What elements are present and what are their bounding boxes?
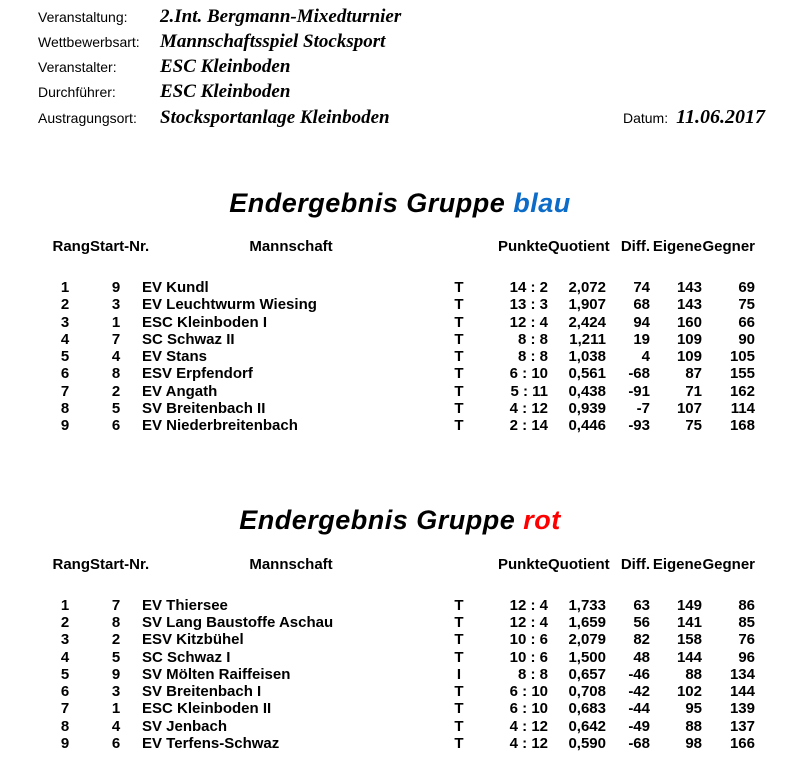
cell-rang: 4 — [60, 648, 70, 666]
table-row — [40, 365, 755, 382]
cell-diff: -49 — [628, 717, 650, 735]
cell-quotient: 2,079 — [568, 631, 606, 649]
field-value: Mannschaftsspiel Stocksport — [160, 31, 386, 52]
column-header-gegner: Gegner — [702, 238, 755, 255]
cell-quotient: 0,438 — [568, 382, 606, 400]
cell-quotient: 0,939 — [568, 400, 606, 418]
cell-t: T — [454, 365, 464, 383]
cell-start-nr: 7 — [111, 330, 121, 348]
cell-gegner: 155 — [729, 365, 755, 383]
cell-mannschaft: ESV Erpfendorf — [142, 365, 253, 383]
cell-diff: 94 — [633, 313, 650, 331]
column-header-rang: Rang — [52, 238, 90, 255]
cell-eigene: 149 — [676, 596, 702, 614]
field-label: Veranstalter: — [38, 59, 117, 75]
cell-punkte: 4 : 12 — [509, 400, 548, 418]
cell-rang: 8 — [60, 400, 70, 418]
cell-start-nr: 4 — [111, 717, 121, 735]
cell-start-nr: 2 — [111, 382, 121, 400]
column-header-mannschaft: Mannschaft — [249, 555, 333, 573]
column-header-mannschaft: Mannschaft — [249, 238, 333, 255]
cell-gegner: 168 — [729, 417, 755, 435]
cell-rang: 1 — [60, 279, 70, 296]
cell-rang: 2 — [60, 613, 70, 631]
cell-diff: -68 — [628, 365, 650, 383]
cell-eigene: 143 — [676, 296, 702, 314]
cell-diff: 56 — [633, 613, 650, 631]
title-text: Endergebnis Gruppe — [239, 504, 516, 535]
cell-gegner: 76 — [738, 631, 755, 649]
cell-rang: 9 — [60, 417, 70, 435]
cell-punkte: 12 : 4 — [509, 613, 548, 631]
cell-mannschaft: SV Jenbach — [142, 717, 228, 735]
cell-eigene: 107 — [676, 400, 702, 418]
table-row — [40, 666, 755, 683]
cell-diff: -46 — [628, 665, 650, 683]
field-value: Stocksportanlage Kleinboden — [160, 107, 390, 128]
field-durchfuehrer — [38, 81, 765, 106]
cell-rang: 1 — [60, 596, 70, 614]
cell-t: T — [454, 596, 464, 614]
cell-quotient: 0,708 — [568, 683, 606, 701]
cell-mannschaft: SV Lang Baustoffe Aschau — [142, 613, 334, 631]
cell-t: T — [454, 683, 464, 701]
cell-eigene: 143 — [676, 279, 702, 296]
cell-rang: 5 — [60, 665, 70, 683]
table-header-row — [40, 238, 755, 279]
cell-t: T — [454, 613, 464, 631]
cell-gegner: 90 — [738, 330, 755, 348]
cell-start-nr: 1 — [111, 700, 121, 718]
cell-start-nr: 3 — [111, 296, 121, 314]
cell-gegner: 114 — [730, 400, 755, 418]
cell-eigene: 141 — [676, 613, 702, 631]
table-row — [40, 331, 755, 348]
table-row — [40, 735, 755, 752]
field-value: ESC Kleinboden — [160, 81, 291, 102]
cell-quotient: 1,907 — [568, 296, 606, 314]
cell-mannschaft: SV Breitenbach I — [142, 683, 262, 701]
cell-mannschaft: ESV Kitzbühel — [142, 631, 244, 649]
cell-mannschaft: EV Terfens-Schwaz — [142, 735, 280, 753]
cell-mannschaft: EV Leuchtwurm Wiesing — [142, 296, 317, 314]
section-title-blau — [0, 188, 800, 218]
cell-punkte: 14 : 2 — [509, 279, 548, 296]
cell-t: T — [454, 631, 464, 649]
cell-mannschaft: SV Breitenbach II — [142, 400, 266, 418]
cell-t: T — [454, 700, 464, 718]
cell-gegner: 75 — [738, 296, 755, 314]
cell-diff: -93 — [628, 417, 650, 435]
cell-eigene: 88 — [685, 665, 702, 683]
cell-diff: 63 — [633, 596, 650, 614]
cell-start-nr: 5 — [111, 400, 121, 418]
column-header-quotient: Quotient — [548, 555, 610, 573]
cell-start-nr: 2 — [111, 631, 121, 649]
cell-gegner: 134 — [729, 665, 755, 683]
cell-punkte: 12 : 4 — [509, 596, 548, 614]
datum-value: 11.06.2017 — [676, 106, 765, 128]
cell-start-nr: 6 — [111, 735, 121, 753]
field-label: Austragungsort: — [38, 110, 137, 126]
cell-eigene: 87 — [685, 365, 702, 383]
cell-punkte: 4 : 12 — [509, 735, 548, 753]
cell-start-nr: 4 — [111, 348, 121, 366]
cell-mannschaft: EV Stans — [142, 348, 208, 366]
cell-quotient: 1,733 — [568, 596, 606, 614]
cell-punkte: 5 : 11 — [510, 382, 548, 400]
cell-gegner: 162 — [729, 382, 755, 400]
cell-diff: 74 — [633, 279, 650, 296]
column-header-gegner: Gegner — [702, 555, 755, 573]
cell-eigene: 144 — [676, 648, 702, 666]
table-row — [40, 631, 755, 648]
cell-gegner: 66 — [738, 313, 755, 331]
cell-t: T — [454, 735, 464, 753]
cell-quotient: 2,072 — [568, 279, 606, 296]
column-header-diff: Diff. — [620, 238, 650, 255]
cell-punkte: 13 : 3 — [509, 296, 548, 314]
field-label: Durchführer: — [38, 84, 116, 100]
cell-mannschaft: ESC Kleinboden II — [142, 700, 272, 718]
cell-start-nr: 8 — [111, 365, 121, 383]
cell-t: T — [454, 348, 464, 366]
cell-quotient: 0,590 — [568, 735, 606, 753]
field-label: Veranstaltung: — [38, 9, 128, 25]
cell-quotient: 0,561 — [568, 365, 606, 383]
cell-punkte: 10 : 6 — [509, 631, 548, 649]
cell-eigene: 160 — [676, 313, 702, 331]
section-gruppe-blau — [0, 188, 800, 435]
table-row — [40, 296, 755, 313]
cell-quotient: 1,500 — [568, 648, 606, 666]
cell-eigene: 98 — [685, 735, 702, 753]
table-row — [40, 683, 755, 700]
cell-gegner: 137 — [729, 717, 755, 735]
cell-t: T — [454, 330, 464, 348]
cell-mannschaft: EV Thiersee — [142, 596, 228, 614]
cell-rang: 9 — [60, 735, 70, 753]
field-value: ESC Kleinboden — [160, 56, 291, 77]
cell-diff: -42 — [628, 683, 650, 701]
table-row — [40, 400, 755, 417]
cell-eigene: 75 — [685, 417, 702, 435]
cell-diff: -68 — [628, 735, 650, 753]
cell-gegner: 144 — [729, 683, 755, 701]
cell-gegner: 166 — [729, 735, 755, 753]
cell-quotient: 1,038 — [568, 348, 606, 366]
cell-gegner: 86 — [738, 596, 755, 614]
cell-start-nr: 3 — [111, 683, 121, 701]
group-name-rot: rot — [523, 504, 561, 535]
table-row — [40, 718, 755, 735]
table-row — [40, 348, 755, 365]
document-header — [0, 0, 800, 131]
table-row — [40, 417, 755, 434]
table-header-row — [40, 556, 755, 597]
table-row — [40, 649, 755, 666]
cell-diff: -44 — [628, 700, 650, 718]
cell-start-nr: 1 — [111, 313, 121, 331]
cell-punkte: 12 : 4 — [509, 313, 548, 331]
cell-eigene: 102 — [676, 683, 702, 701]
cell-rang: 5 — [60, 348, 70, 366]
cell-quotient: 1,659 — [568, 613, 606, 631]
table-row — [40, 597, 755, 614]
cell-gegner: 105 — [729, 348, 755, 366]
cell-mannschaft: SV Mölten Raiffeisen — [142, 665, 291, 683]
results-table-blau — [40, 238, 755, 435]
cell-diff: 19 — [633, 330, 650, 348]
cell-gegner: 139 — [729, 700, 755, 718]
cell-t: T — [454, 279, 464, 296]
cell-t: T — [454, 313, 464, 331]
cell-eigene: 158 — [676, 631, 702, 649]
column-header-punkte: Punkte — [497, 555, 548, 573]
table-row — [40, 279, 755, 296]
cell-gegner: 85 — [738, 613, 755, 631]
cell-diff: -7 — [636, 400, 650, 418]
cell-t: T — [454, 717, 464, 735]
column-header-t — [440, 238, 478, 279]
cell-punkte: 6 : 10 — [509, 683, 548, 701]
cell-diff: 4 — [641, 348, 650, 366]
cell-start-nr: 8 — [111, 613, 121, 631]
field-veranstaltung — [38, 6, 765, 31]
cell-quotient: 0,446 — [568, 417, 606, 435]
cell-eigene: 88 — [685, 717, 702, 735]
field-label: Wettbewerbsart: — [38, 34, 140, 50]
cell-mannschaft: ESC Kleinboden I — [142, 313, 268, 331]
cell-diff: 82 — [633, 631, 650, 649]
cell-eigene: 71 — [685, 382, 702, 400]
cell-quotient: 1,211 — [569, 330, 606, 348]
table-row — [40, 314, 755, 331]
cell-punkte: 8 : 8 — [517, 665, 548, 683]
cell-rang: 6 — [60, 683, 70, 701]
cell-mannschaft: EV Kundl — [142, 279, 209, 296]
column-header-quotient: Quotient — [548, 238, 610, 255]
cell-rang: 6 — [60, 365, 70, 383]
column-header-start-nr: Start-Nr. — [90, 555, 150, 573]
cell-diff: 48 — [633, 648, 650, 666]
column-header-t — [440, 556, 478, 597]
cell-rang: 3 — [60, 313, 70, 331]
table-row — [40, 700, 755, 717]
table-row — [40, 614, 755, 631]
cell-rang: 3 — [60, 631, 70, 649]
cell-start-nr: 9 — [111, 665, 121, 683]
column-header-eigene: Eigene — [652, 555, 702, 573]
cell-punkte: 4 : 12 — [509, 717, 548, 735]
cell-t: T — [454, 382, 464, 400]
cell-start-nr: 7 — [111, 596, 121, 614]
cell-quotient: 0,683 — [568, 700, 606, 718]
cell-t: T — [454, 296, 464, 314]
cell-quotient: 0,657 — [568, 665, 606, 683]
cell-gegner: 69 — [738, 279, 755, 296]
cell-punkte: 8 : 8 — [517, 348, 548, 366]
cell-t: T — [454, 417, 464, 435]
cell-rang: 2 — [60, 296, 70, 314]
cell-start-nr: 6 — [111, 417, 121, 435]
cell-quotient: 2,424 — [568, 313, 606, 331]
section-title-rot — [0, 505, 800, 535]
cell-rang: 7 — [60, 382, 70, 400]
cell-rang: 4 — [60, 330, 70, 348]
cell-start-nr: 5 — [111, 648, 121, 666]
column-header-diff: Diff. — [620, 555, 650, 573]
table-row — [40, 383, 755, 400]
cell-diff: -91 — [628, 382, 650, 400]
cell-t: I — [456, 665, 462, 683]
column-header-eigene: Eigene — [652, 238, 702, 255]
section-gruppe-rot — [0, 505, 800, 753]
cell-t: T — [454, 400, 464, 418]
column-header-rang: Rang — [52, 555, 90, 573]
datum-label: Datum: — [622, 110, 669, 126]
cell-mannschaft: SC Schwaz I — [142, 648, 231, 666]
cell-mannschaft: SC Schwaz II — [142, 330, 235, 348]
column-header-punkte: Punkte — [497, 238, 548, 255]
column-header-start-nr: Start-Nr. — [90, 238, 150, 255]
cell-start-nr: 9 — [111, 279, 121, 296]
cell-punkte: 8 : 8 — [517, 330, 548, 348]
cell-punkte: 2 : 14 — [509, 417, 548, 435]
datum-group — [623, 106, 765, 129]
cell-diff: 68 — [633, 296, 650, 314]
field-wettbewerbsart — [38, 31, 765, 56]
cell-rang: 8 — [60, 717, 70, 735]
cell-t: T — [454, 648, 464, 666]
cell-eigene: 109 — [676, 348, 702, 366]
results-table-rot — [40, 556, 755, 753]
field-value: 2.Int. Bergmann-Mixedturnier — [160, 6, 402, 27]
cell-mannschaft: EV Niederbreitenbach — [142, 417, 298, 435]
cell-punkte: 6 : 10 — [509, 365, 548, 383]
cell-eigene: 95 — [685, 700, 702, 718]
cell-gegner: 96 — [738, 648, 755, 666]
title-text: Endergebnis Gruppe — [229, 188, 506, 218]
group-name-blau: blau — [513, 188, 571, 218]
cell-eigene: 109 — [676, 330, 702, 348]
field-austragungsort — [38, 106, 765, 131]
cell-rang: 7 — [60, 700, 70, 718]
cell-quotient: 0,642 — [568, 717, 606, 735]
cell-punkte: 6 : 10 — [509, 700, 548, 718]
cell-mannschaft: EV Angath — [142, 382, 218, 400]
field-veranstalter — [38, 56, 765, 81]
cell-punkte: 10 : 6 — [509, 648, 548, 666]
